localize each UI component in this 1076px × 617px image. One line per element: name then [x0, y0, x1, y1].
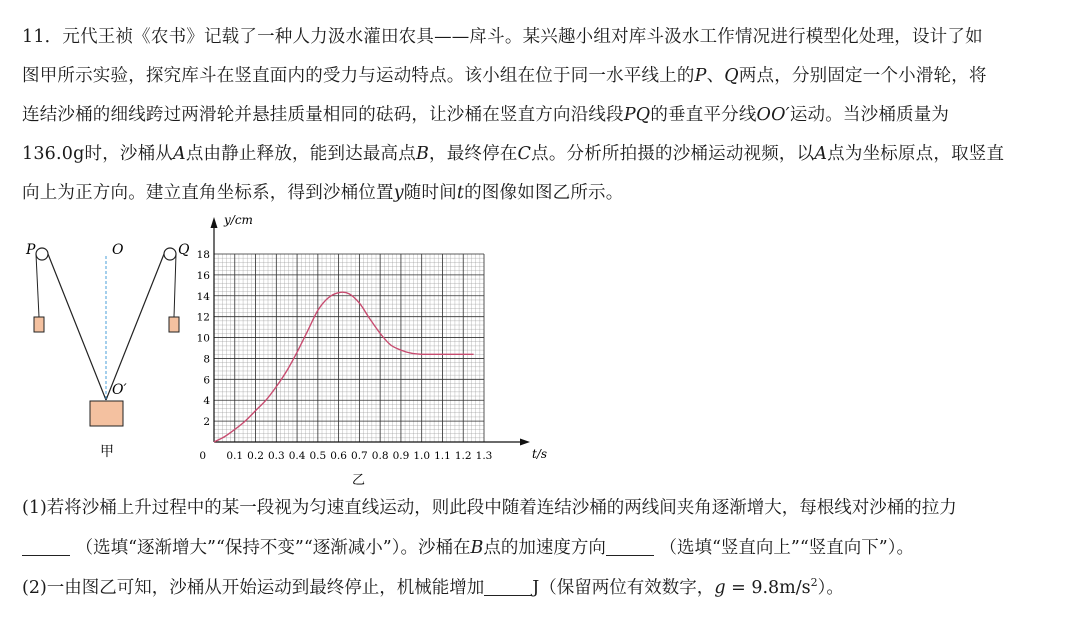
var-b: B	[415, 144, 430, 164]
string-right-weight	[174, 254, 176, 317]
x-tick-label: 0.5	[309, 450, 327, 462]
pulley-q	[164, 248, 176, 260]
weight-left	[34, 317, 44, 332]
problem-line-5	[22, 174, 1064, 213]
axes	[211, 217, 531, 446]
y-tick-label: 10	[196, 332, 210, 345]
x-axis-label: t/s	[532, 447, 548, 461]
x-tick-label: 1.3	[475, 450, 493, 462]
text: 随时间	[403, 183, 457, 203]
text: 的图像如图乙所示。	[464, 183, 624, 203]
text: （选填“逐渐增大”“保持不变”“逐渐减小”）。沙桶在	[75, 538, 471, 558]
y-axis-label: y/cm	[224, 213, 253, 227]
string-p-to-bucket	[48, 254, 106, 400]
tick-labels	[197, 249, 493, 462]
x-tick-label: 0	[199, 450, 206, 462]
superscript: 2	[810, 576, 818, 590]
var-a: A	[814, 144, 828, 164]
label-o-prime: O′	[112, 382, 127, 398]
figure-yi-chart	[190, 212, 560, 488]
text: 点。分析所拍摄的沙桶运动视频，以	[531, 144, 815, 164]
var-a: A	[173, 144, 186, 164]
label-q: Q	[178, 242, 190, 258]
x-tick-label: 0.6	[330, 450, 347, 462]
y-axis-arrow	[211, 217, 218, 228]
text: 点由静止释放，能到达最高点	[185, 144, 416, 164]
var-t: t	[456, 183, 465, 203]
string-q-to-bucket	[106, 254, 164, 400]
text: (2)一由图乙可知，沙桶从开始运动到最终停止，机械能增加	[22, 578, 485, 598]
x-tick-label: 0.8	[371, 450, 389, 462]
question-1-line-2	[22, 534, 914, 559]
var-y: y	[393, 183, 404, 203]
problem-line-2	[22, 57, 1064, 96]
y-tick-label: 18	[196, 249, 210, 261]
text: 两点，分别固定一个小滑轮，将	[738, 66, 987, 86]
label-p: P	[26, 242, 36, 258]
x-tick-label: 0.2	[247, 450, 264, 462]
answer-blank-3[interactable]	[484, 594, 532, 596]
y-tick-label: 12	[196, 311, 210, 324]
question-1-line-1	[22, 494, 957, 519]
var-b: B	[470, 538, 484, 558]
var-oo: OO′	[756, 105, 790, 125]
grid-minor	[214, 254, 484, 442]
var-g: g	[714, 578, 726, 598]
x-tick-label: 0.3	[267, 450, 285, 462]
x-tick-label: 0.4	[288, 450, 306, 462]
text: 点的加速度方向	[483, 538, 606, 558]
question-2	[22, 574, 844, 599]
answer-blank-1[interactable]	[22, 554, 70, 556]
pulley-p	[36, 248, 48, 260]
x-tick-label: 1.0	[413, 450, 431, 462]
caption-yi: 乙	[352, 473, 366, 488]
label-o: O	[112, 242, 124, 258]
sand-bucket	[90, 401, 123, 426]
figure-jia	[20, 232, 190, 468]
y-tick-label: 6	[203, 374, 210, 387]
text: 点为坐标原点，取竖直	[827, 144, 1005, 164]
y-tick-label: 16	[196, 269, 210, 282]
problem-line-4	[22, 135, 1064, 174]
text: ）。	[817, 578, 844, 598]
text: ，最终停在	[429, 144, 518, 164]
x-tick-label: 1.2	[454, 450, 472, 462]
text: 连结沙桶的细线跨过两滑轮并悬挂质量相同的砝码，让沙桶在竖直方向沿线段	[22, 105, 624, 125]
problem-statement	[22, 18, 1064, 213]
x-tick-label: 0.1	[226, 450, 244, 462]
var-c: C	[517, 144, 532, 164]
var-p: P	[694, 66, 707, 86]
text: 向上为正方向。建立直角坐标系，得到沙桶位置	[22, 183, 394, 203]
text: 图甲所示实验，探究库斗在竖直面内的受力与运动特点。该小组在位于同一水平线上的	[22, 66, 695, 86]
text: (1)若将沙桶上升过程中的某一段视为匀速直线运动，则此段中随着连结沙桶的两线间夹角逐渐增大，每根线对沙桶的拉力	[22, 498, 957, 518]
y-tick-label: 4	[203, 395, 210, 408]
y-tick-label: 2	[203, 416, 210, 429]
text: = 9.8m/s	[731, 578, 811, 598]
x-tick-label: 0.9	[392, 450, 410, 462]
text: （选填“竖直向上”“竖直向下”）。	[659, 538, 915, 558]
var-q: Q	[724, 66, 739, 86]
series-line	[214, 292, 474, 442]
caption-jia: 甲	[100, 444, 114, 460]
text: 、	[706, 66, 725, 86]
x-tick-label: 0.7	[351, 450, 368, 462]
text: 的垂直平分线	[650, 105, 757, 125]
string-left-weight	[36, 254, 39, 317]
problem-line-3	[22, 96, 1064, 135]
y-tick-label: 8	[203, 353, 210, 366]
text: J（保留两位有效数字，	[532, 578, 715, 598]
weight-right	[169, 317, 179, 332]
var-pq: PQ	[623, 105, 651, 125]
answer-blank-2[interactable]	[606, 554, 654, 556]
y-tick-label: 14	[196, 290, 210, 303]
x-tick-label: 1.1	[434, 450, 451, 462]
x-axis-arrow	[520, 439, 530, 446]
problem-line-1: 11．元代王祯《农书》记载了一种人力汲水灌田农具——戽斗。某兴趣小组对库斗汲水工作情况进行模型化处理，设计了如	[22, 27, 983, 47]
text: 136.0g时，沙桶从	[22, 144, 174, 164]
text: 运动。当沙桶质量为	[789, 105, 950, 125]
grid-major	[214, 254, 484, 442]
